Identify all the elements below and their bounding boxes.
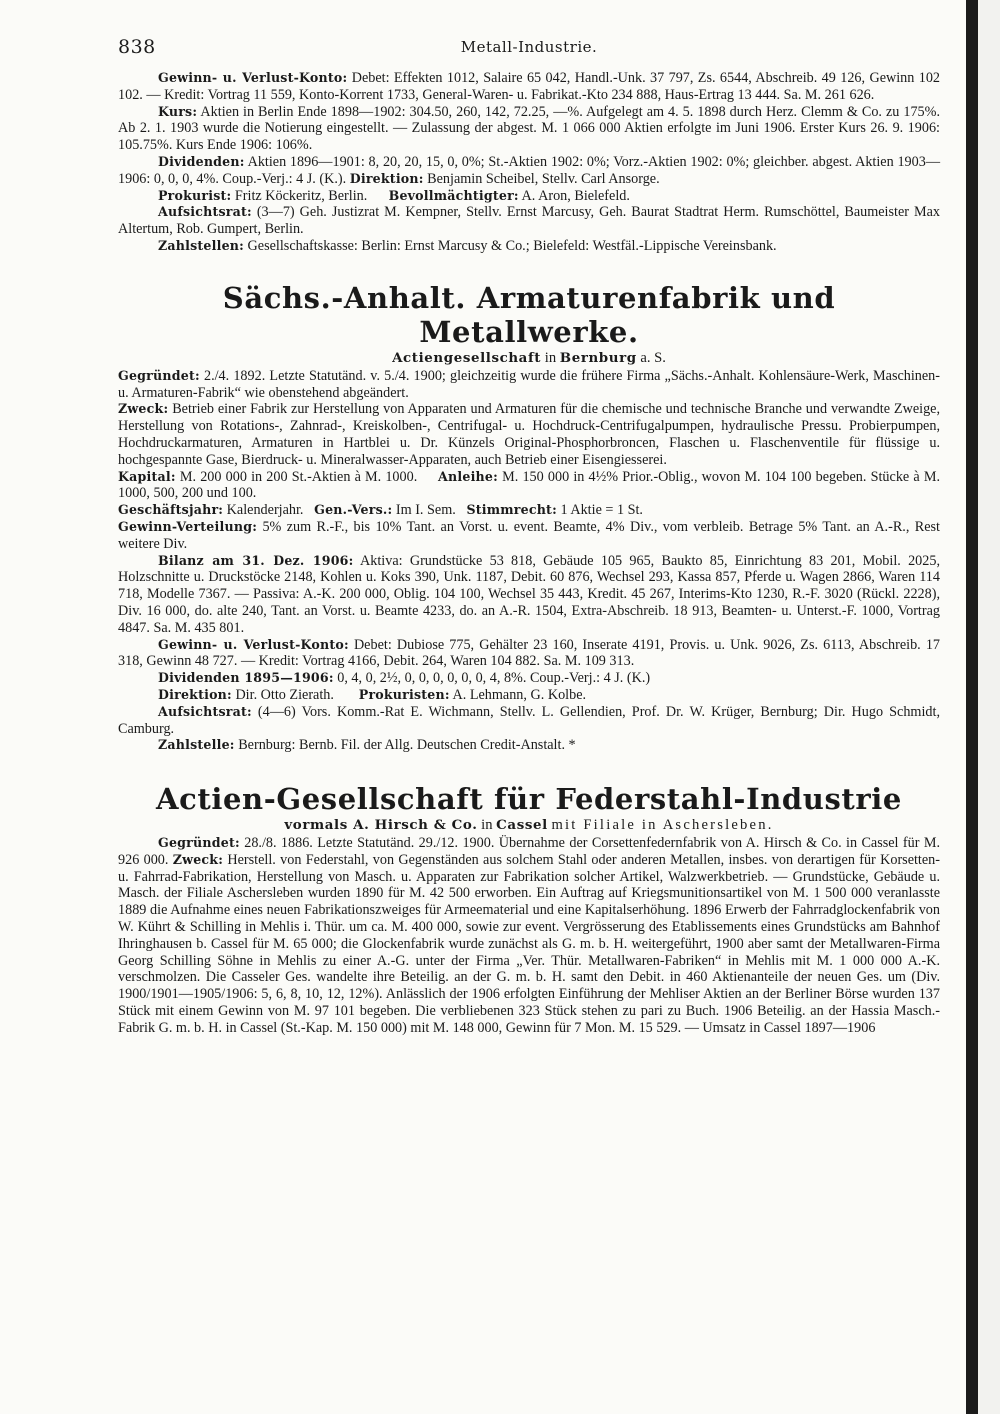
aufsichtsrat-text: (3—7) Geh. Justizrat M. Kempner, Stellv. Ernst Marcusy, Geh. Baurat Stadtrat Herm. Rumschöttel, Baumeister Max Altertum, Rob. Gumpert, Berlin. [118,204,940,238]
zahlstellen-paragraph [118,238,940,255]
gegruendet-label: Gegründet: [118,367,200,383]
company2-sub-rest: mit Filiale in Aschersleben. [551,817,774,834]
aufsichtsrat2-paragraph [118,704,940,738]
gv-konto-paragraph [118,70,940,104]
kurs-label: Kurs: [158,103,198,119]
anleihe-label: Anleihe: [438,468,498,484]
bevollmaechtigter-label: Bevollmächtigter: [388,187,519,203]
gewinn-verteilung-label: Gewinn-Verteilung: [118,518,258,534]
prokurist-label: Prokurist: [158,187,232,203]
scan-edge-shadow [966,0,978,1414]
direktion-text: Benjamin Scheibel, Stellv. Carl Ansorge. [427,170,660,187]
dividenden2-text: 0, 4, 0, 2½, 0, 0, 0, 0, 0, 0, 4, 8%. Coup.-Verj.: 4 J. (K.) [337,670,651,687]
gewinn-verteilung-paragraph [118,519,940,553]
zahlstellen-text: Gesellschaftskasse: Berlin: Ernst Marcusy & Co.; Bielefeld: Westfäl.-Lippische Vereinsbank. [247,237,777,254]
kapital-paragraph [118,469,940,503]
gv-konto-text: Debet: Effekten 1012, Salaire 65 042, Handl.-Unk. 37 797, Zs. 6544, Abschreib. 49 126, Gewinn 102 102. — Kredit: Vortrag 11 559, Konto-Korrent 1733, General-Waren- u. Fabrikat.-Kto 234 888, Haus-Ertrag 13 444. Sa. M. 261 626. [118,70,941,103]
gv-konto2-label: Gewinn- u. Verlust-Konto: [158,636,349,652]
zweck-paragraph [118,401,940,468]
gv-konto2-text: Debet: Dubiose 775, Gehälter 23 160, Inserate 4191, Provis. u. Unk. 9026, Zs. 6113, Abschreib. 17 318, Gewinn 48 727. — Kredit: Vortrag 4166, Debit. 264, Waren 104 882. Sa. M. 109 313. [118,636,941,670]
company-title-saechs-anhalt: Sächs.-Anhalt. Armaturenfabrik und Metallwerke. [222,280,836,349]
company2-subtitle [118,816,940,834]
kurs-paragraph [118,104,940,154]
gegruendet-paragraph [118,368,940,402]
page-content [118,70,940,1037]
geschaeftsjahr-text: Kalenderjahr. [226,502,304,519]
geschaeftsjahr-paragraph [118,502,940,519]
bilanz-text: Aktiva: Grundstücke 53 818, Gebäude 105 965, Baukto 85, Einrichtung 83 201, Mobil. 2025, Holzschnitte u. Druckstöcke 2148, Kohlen u. Koks 390, Unk. 1187, Debit. 60 876, Wechsel 293, Kassa 857, Pferde u. Wagen 2866, Waren 114 718, Modelle 7367. — Passiva: A.-K. 200 000, Oblig. 104 100, Wechsel 35 443, Kredit. 45 267, Interims-Kto 1230, R.-F. 3020 (Rückl. 2228), Div. 16 000, do. alte 240, Tant. an Vorst. u. Beamte 4233, do. an A.-R. 1504, Extra-Abschreib. 18 913, Beamten- u. Unterst.-F. 1000, Vortrag 4847. Sa. M. 435 801. [118,552,941,636]
company-type: Actiengesellschaft [392,349,542,366]
direktion-label: Direktion: [349,170,424,186]
gen-vers-label: Gen.-Vers.: [314,502,393,518]
company2-gegruendet-label: Gegründet: [158,835,240,851]
gv-konto2-paragraph [118,637,940,671]
zahlstelle2-text: Bernburg: Bernb. Fil. der Allg. Deutschen Credit-Anstalt. * [238,737,576,754]
bevollmaechtigter-text: A. Aron, Bielefeld. [521,187,630,204]
stimmrecht-text: 1 Aktie = 1 St. [560,502,643,519]
company-sub-in: in [544,349,557,366]
company-sub-rest: a. S. [640,349,666,366]
running-title: Metall-Industrie. [460,38,598,56]
aufsichtsrat-paragraph [118,204,940,238]
bilanz-paragraph [118,553,940,637]
company2-zweck-text: Herstell. von Federstahl, von Gegenständen aus solchem Stahl oder anderen Metallen, insbes. von derartigen für Korsetten- u. Fahrrad-Fabrikation, Herstellung von Masch. u. Apparaten zur Fabrikation solcher Artikel, Walzwerkbetrieb. — Grundstücke, Gebäude u. Masch. der Filiale Aschersleben wurden 1890 für M. 42 500 erworben. Ein Auftrag auf Kriegsmunitionsartikel von M. 1 500 000 veranlasste 1889 die Aufnahme eines neuen Fabrikationszweiges für Armeematerial und eine Kapitalserhöhung. 1896 Erwerb der Fahrradglockenfabrik von W. Kührt & Schilling in Mehlis i. Thür. um ca. M. 400 000, sowie zur event. Vergrösserung des Etablissements eines Grundstücks am Bahnhof Ihringhausen b. Cassel für M. 65 000; die Glockenfabrik wurde zunächst als G. m. b. H. weitergeführt, 1900 aber samt der Metallwaren-Firma Georg Schilling Söhne in Mehlis zu einer A.-G. unter der Firma „Ver. Thür. Metallwaren-Fabriken“ in Mehlis mit M. 1 000 000 A.-K. verschmolzen. Die Casseler Ges. wandelte ihre Beteilig. an der G. m. b. H. samt den Debit. in 460 Aktienanteile der neuen Ges. um (Div. 1900/1901—1905/1906: 5, 6, 8, 10, 12, 12%). Anlässlich der 1906 erfolgten Einführung der Mehliser Aktien an der Berliner Börse wurden 137 Stück mit einem Gewinn von M. 97 101 begeben. Die verbliebenen 323 Stück stehen zu pari zu Buch. 1906 Beteilig. an der Hassia Masch.-Fabrik G. m. b. H. in Cassel (St.-Kap. M. 150 000) mit M. 148 000, Gewinn für 7 Mon. M. 15 529. — Umsatz in Cassel 1897—1906 [118,851,940,1036]
dividenden-text: Aktien 1896—1901: 8, 20, 20, 15, 0, 0%; St.-Aktien 1902: 0%; Vorz.-Aktien 1902: 0%; gleichber. abgest. Aktien 1903—1906: 0, 0, 0, 4%. Coup.-Verj.: 4 J. (K.). [118,153,941,187]
direktion2-label: Direktion: [158,686,232,702]
company2-gegruendet-paragraph [118,835,940,1037]
page-margin-right [978,0,1000,1414]
kapital-label: Kapital: [118,468,176,484]
gegruendet-text: 2./4. 1892. Letzte Statutänd. v. 5./4. 1900; gleichzeitig wurde die frühere Firma „Sächs.-Anhalt. Kohlensäure-Werk, Maschinen- u. Armaturen-Fabrik“ wie obenstehend abgeändert. [118,367,941,401]
company-subtitle [118,349,940,367]
direktion2-text: Dir. Otto Zierath. [235,686,334,703]
kurs-text: Aktien in Berlin Ende 1898—1902: 304.50, 260, 142, 72.25, —%. Aufgelegt am 4. 5. 1898 durch Herz. Clemm & Co. zu 175%. Ab 2. 1. 1903 wurde die Notierung eingestellt. — Zulassung der abgest. M. 1 066 000 Aktien erfolgte im Juni 1906. Erster Kurs 26. 9. 1906: 105.75%. Kurs Ende 1906: 106%. [118,103,940,154]
gewinn-verteilung-text: 5% zum R.-F., bis 10% Tant. an Vorst. u. event. Beamte, 4% Div., vom verbleib. Betrage 5% Tant. an A.-R., Rest weitere Div. [118,518,940,552]
aufsichtsrat2-label: Aufsichtsrat: [158,703,252,719]
page-number: 838 [118,36,156,58]
aufsichtsrat2-text: (4—6) Vors. Komm.-Rat E. Wichmann, Stellv. L. Gellendien, Prof. Dr. W. Krüger, Bernburg; Dir. Hugo Schmidt, Camburg. [118,703,940,737]
zahlstelle2-label: Zahlstelle: [158,737,235,753]
prokuristen-label: Prokuristen: [358,686,450,702]
anleihe-text: M. 150 000 in 4½% Prior.-Oblig., wovon M. 104 100 begeben. Stücke à M. 1000, 500, 200 und 100. [118,468,940,502]
stimmrecht-label: Stimmrecht: [466,502,557,518]
prokuristen-text: A. Lehmann, G. Kolbe. [452,686,587,703]
dividenden2-paragraph [118,670,940,687]
running-head [118,36,940,60]
gv-konto-label: Gewinn- u. Verlust-Konto: [158,70,348,85]
dividenden-paragraph [118,154,940,188]
gen-vers-text: Im I. Sem. [395,502,456,519]
company2-place: Cassel [496,817,548,834]
zweck-label: Zweck: [118,401,169,417]
kapital-text: M. 200 000 in 200 St.-Aktien à M. 1000. [179,468,418,485]
zahlstelle2-paragraph [118,737,940,754]
dividenden2-label: Dividenden 1895—1906: [158,670,334,686]
aufsichtsrat-label: Aufsichtsrat: [158,204,252,220]
prokurist-text: Fritz Köckeritz, Berlin. [234,187,368,204]
dividenden-label: Dividenden: [158,153,245,169]
direktion2-paragraph [118,687,940,704]
company-title-federstahl: Actien-Gesellschaft für Federstahl-Industrie [156,782,902,817]
company2-vormals: vormals A. Hirsch & Co. [284,817,478,834]
prokurist-paragraph [118,188,940,205]
zahlstellen-label: Zahlstellen: [158,237,244,253]
company2-zweck-label: Zweck: [172,851,224,867]
geschaeftsjahr-label: Geschäftsjahr: [118,502,224,518]
company2-gegruendet-text: 28./8. 1886. Letzte Statutänd. 29./12. 1900. Übernahme der Corsettenfedernfabrik von A. Hirsch & Co. in Cassel für M. 926 000. [118,835,940,868]
bilanz-label: Bilanz am 31. Dez. 1906: [158,552,354,568]
company2-sub-in: in [481,817,493,834]
zweck-text: Betrieb einer Fabrik zur Herstellung von Apparaten und Armaturen für die chemische und technische Branche und verwandte Zweige, Herstellung von Rotations-, Zahnrad-, Kreiskolben-, Centrifugal- u. Hochdruck-Centrifugalpumpen, hydraulische Pressu. Probierpumpen, Hochdruckarmaturen, Armaturen in Hartblei u. Dr. Künzels Original-Phosphorbroncen, Flaschen u. Flaschenventile für flüssige u. hochgespannte Gase, Bierdruck- u. Mineralwasser-Apparaten, auch Betrieb einer Eisengiesserei. [118,401,941,468]
company-place: Bernburg [559,349,637,366]
